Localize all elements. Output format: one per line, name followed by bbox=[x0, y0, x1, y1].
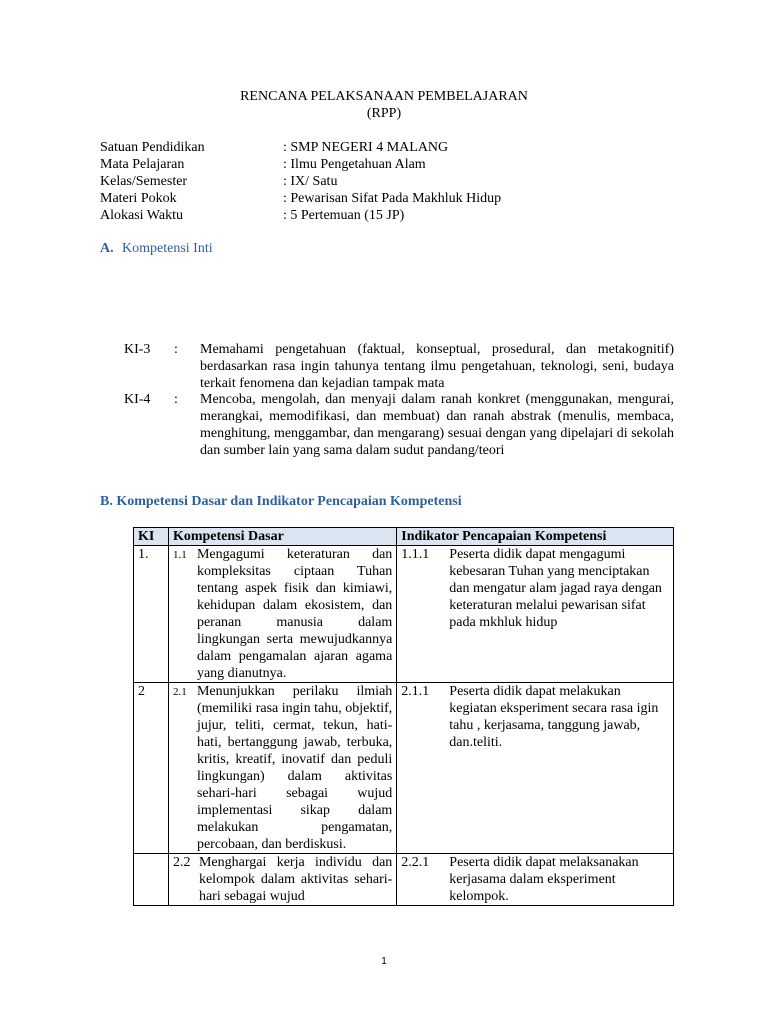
table-row bbox=[134, 683, 674, 854]
kd-text: Menunjukkan perilaku ilmiah (memiliki rasa ingin tahu, objektif, jujur, teliti, cermat, tekun, hati-hati, bertanggung jawab, terbuka, kritis, kreatif, inovatif dan peduli lingkungan) dalam aktivitas sehari-hari sebagai wujud implementasi sikap dalam melakukan pengamatan, percobaan, dan berdiskusi. bbox=[196, 684, 393, 852]
identity-label: Kelas/Semester bbox=[100, 174, 188, 189]
section-a-title: Kompetensi Inti bbox=[122, 241, 213, 256]
kd-number: 2.2 bbox=[172, 855, 191, 870]
ki-code: KI-4 bbox=[124, 392, 151, 407]
cell-indikator bbox=[397, 854, 674, 906]
table-row bbox=[134, 854, 674, 906]
section-b-heading: B. Kompetensi Dasar dan Indikator Pencapaian Kompetensi bbox=[100, 494, 462, 509]
competency-table bbox=[133, 527, 674, 906]
page-number: 1 bbox=[381, 956, 387, 967]
header-kompetensi-dasar: Kompetensi Dasar bbox=[168, 528, 396, 546]
indicator-text: Peserta didik dapat melakukan kegiatan eksperiment secara rasa igin tahu , kerjasama, tanggung jawab, dan.teliti. bbox=[449, 684, 659, 750]
kd-text: Menghargai kerja individu dan kelompok dalam aktivitas sehari-hari sebagai wujud bbox=[198, 855, 393, 904]
indicator-text: Peserta didik dapat melaksanakan kerjasama dalam eksperiment kelompok. bbox=[449, 855, 639, 904]
ki-text: Memahami pengetahuan (faktual, konseptual, prosedural, dan metakognitif) berdasarkan rasa ingin tahunya tentang ilmu pengetahuan, teknologi, seni, budaya terkait fenomena dan kejadian tampak mata bbox=[200, 342, 674, 391]
header-indikator: Indikator Pencapaian Kompetensi bbox=[397, 528, 674, 546]
identity-value: : IX/ Satu bbox=[283, 174, 338, 189]
document-title: RENCANA PELAKSANAAN PEMBELAJARAN bbox=[240, 89, 528, 104]
identity-value: : SMP NEGERI 4 MALANG bbox=[283, 140, 449, 155]
identity-label: Alokasi Waktu bbox=[100, 208, 183, 223]
cell-indikator bbox=[397, 683, 674, 854]
identity-value: : Pewarisan Sifat Pada Makhluk Hidup bbox=[283, 191, 502, 206]
kd-number: 1.1 bbox=[172, 549, 187, 561]
ki-code: KI-3 bbox=[124, 342, 151, 357]
document-subtitle: (RPP) bbox=[366, 106, 402, 121]
section-a-heading bbox=[100, 240, 213, 257]
indicator-text: Peserta didik dapat mengagumi kebesaran Tuhan yang menciptakan dan mengatur alam jagad raya dengan keteraturan melalui pewarisan sifat pada mkhluk hidup bbox=[449, 547, 662, 630]
identity-value: : Ilmu Pengetahuan Alam bbox=[283, 157, 426, 172]
identity-block bbox=[100, 139, 660, 224]
cell-kompetensi-dasar bbox=[168, 546, 396, 683]
ki-text: Mencoba, mengolah, dan menyaji dalam ranah konkret (menggunakan, mengurai, merangkai, memodifikasi, dan membuat) dan ranah abstrak (menulis, membaca, menghitung, menggambar, dan mengarang) sesuai dengan yang dipelajari di sekolah dan sumber lain yang sama dalam sudut pandang/teori bbox=[200, 392, 674, 458]
identity-row bbox=[100, 139, 660, 156]
section-a-letter: A. bbox=[100, 241, 114, 256]
kd-text: Mengagumi keteraturan dan kompleksitas ciptaan Tuhan tentang aspek fisik dan kimiawi, kehidupan dalam ekosistem, dan peranan manusia dalam lingkungan serta mewujudkannya dalam pengamalan ajaran agama yang dianutnya. bbox=[196, 547, 393, 681]
identity-row bbox=[100, 190, 660, 207]
identity-row bbox=[100, 173, 660, 190]
table-row bbox=[134, 546, 674, 683]
cell-ki: 1. bbox=[134, 546, 169, 683]
identity-row bbox=[100, 207, 660, 224]
indicator-number: 2.2.1 bbox=[401, 855, 430, 870]
cell-kompetensi-dasar bbox=[168, 683, 396, 854]
cell-ki bbox=[134, 854, 169, 906]
identity-label: Materi Pokok bbox=[100, 191, 177, 206]
identity-label: Satuan Pendidikan bbox=[100, 140, 205, 155]
indicator-number: 2.1.1 bbox=[401, 684, 430, 699]
ki-colon: : bbox=[174, 392, 178, 407]
cell-indikator bbox=[397, 546, 674, 683]
header-ki: KI bbox=[134, 528, 169, 546]
ki-colon: : bbox=[174, 342, 178, 357]
identity-label: Mata Pelajaran bbox=[100, 157, 185, 172]
table-header-row bbox=[134, 528, 674, 546]
identity-value: : 5 Pertemuan (15 JP) bbox=[283, 208, 405, 223]
kd-number: 2.1 bbox=[172, 686, 187, 698]
cell-ki: 2 bbox=[134, 683, 169, 854]
identity-row bbox=[100, 156, 660, 173]
indicator-number: 1.1.1 bbox=[401, 547, 430, 562]
cell-kompetensi-dasar bbox=[168, 854, 396, 906]
